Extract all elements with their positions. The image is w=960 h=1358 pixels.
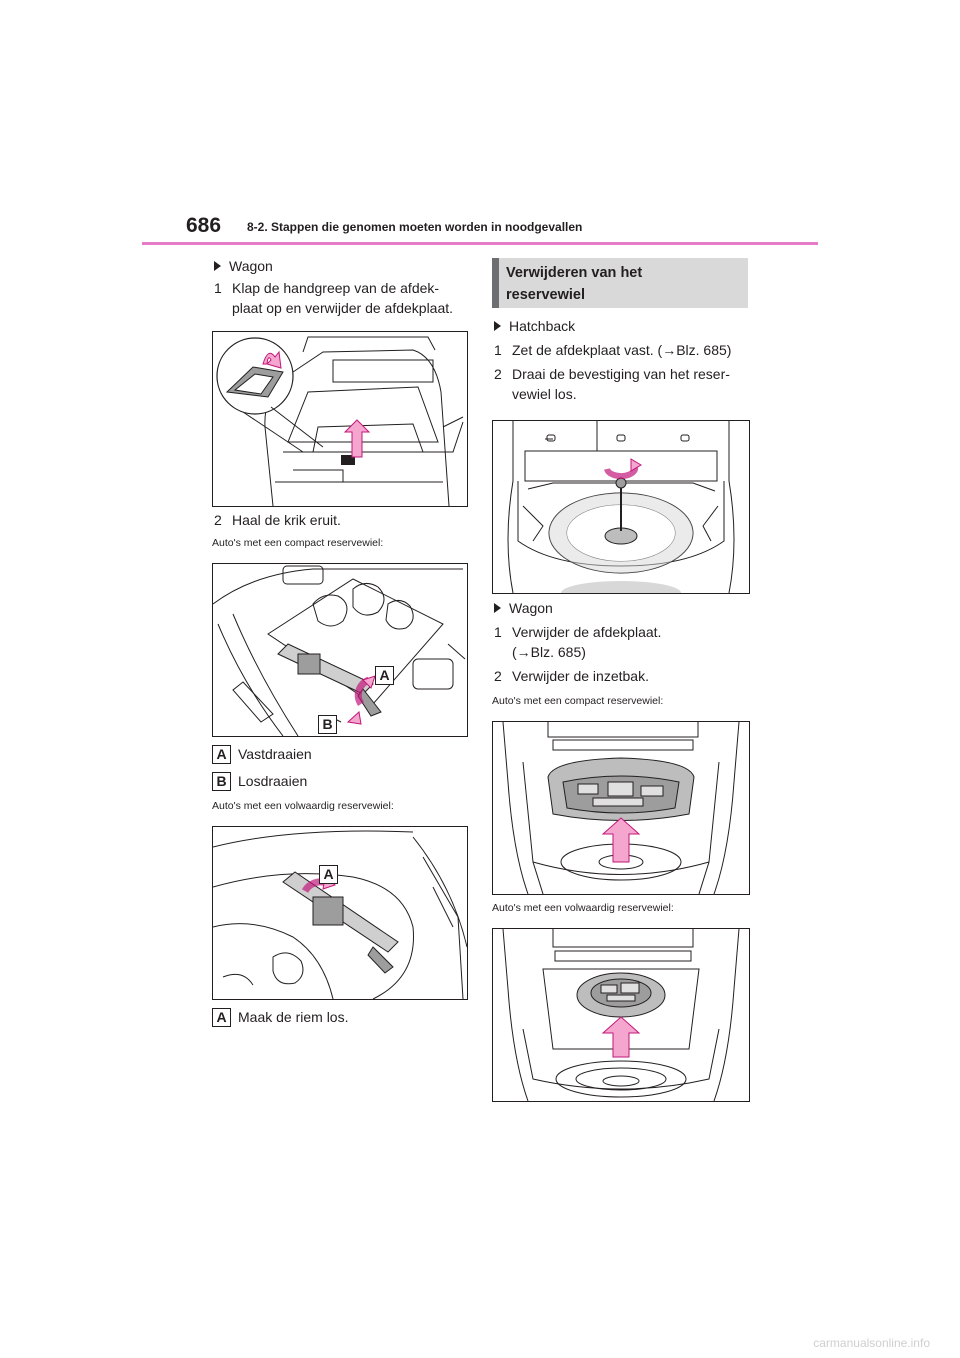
illustration-wagon-compact-tray: [492, 721, 750, 895]
illustration-hatchback-spare: [492, 420, 750, 594]
illustration-wagon-full-tray: [492, 928, 750, 1102]
triangle-bullet-icon: [214, 261, 221, 271]
step-1-cont: plaat op en verwijder de afdekplaat.: [232, 300, 454, 316]
step-number: 2: [214, 512, 222, 528]
step-number: 2: [494, 668, 502, 684]
w-step-1-cont: (→Blz. 685): [512, 644, 586, 660]
step-number: 1: [214, 280, 222, 296]
step-2: 2 Haal de krik eruit.: [214, 512, 341, 528]
legend-b-box: B: [212, 772, 231, 791]
header-rule: [142, 242, 818, 245]
compact-caption: Auto's met een compact reservewiel:: [212, 537, 384, 549]
h-step-2-cont: vewiel los.: [512, 386, 577, 402]
wagon-heading-right: Wagon: [494, 598, 553, 618]
wagon-full-tray-drawing: [493, 929, 749, 1101]
full-caption: Auto's met een volwaardig reservewiel:: [212, 800, 394, 812]
jack-full-drawing: [213, 827, 467, 999]
triangle-bullet-icon: [494, 321, 501, 331]
legend-a-text: Vastdraaien: [238, 746, 312, 762]
wagon-compact-tray-drawing: [493, 722, 749, 894]
w-step-2: 2 Verwijder de inzetbak.: [494, 668, 649, 684]
legend-a2-text: Maak de riem los.: [238, 1009, 349, 1025]
triangle-bullet-icon: [494, 603, 501, 613]
illustration-jack-compact: [212, 563, 468, 737]
full-caption-right: Auto's met een volwaardig reservewiel:: [492, 902, 674, 914]
w-step-1: 1 Verwijder de afdekplaat.: [494, 624, 662, 640]
label-a-box: A: [319, 865, 338, 884]
watermark: carmanualsonline.info: [813, 1336, 930, 1350]
page-number: 686: [186, 214, 222, 237]
illustration-jack-full: [212, 826, 468, 1000]
step-number: 2: [494, 366, 502, 382]
legend-a-box: A: [212, 745, 231, 764]
wagon-cover-drawing: [213, 332, 467, 506]
compact-caption-right: Auto's met een compact reservewiel:: [492, 695, 664, 707]
step-number: 1: [494, 342, 502, 358]
label-a-box: A: [375, 666, 394, 685]
illustration-wagon-cover: [212, 331, 468, 507]
chapter-title: 8-2. Stappen die genomen moeten worden in noodgevallen: [247, 220, 583, 234]
step-1: 1 Klap de handgreep van de afdek-: [214, 280, 440, 296]
h-step-2: 2 Draai de bevestiging van het reser-: [494, 366, 730, 382]
hatchback-spare-drawing: [493, 421, 749, 593]
h-step-1: 1 Zet de afdekplaat vast. (→Blz. 685): [494, 342, 732, 358]
step-number: 1: [494, 624, 502, 640]
label-b-box: B: [318, 715, 337, 734]
section-header-bar: [492, 258, 499, 308]
legend-a2-box: A: [212, 1008, 231, 1027]
hatchback-heading: Hatchback: [494, 316, 575, 336]
legend-b-text: Losdraaien: [238, 773, 308, 789]
section-title: Verwijderen van het reservewiel: [506, 265, 643, 303]
jack-compact-drawing: [213, 564, 467, 736]
wagon-heading: Wagon: [214, 256, 273, 276]
